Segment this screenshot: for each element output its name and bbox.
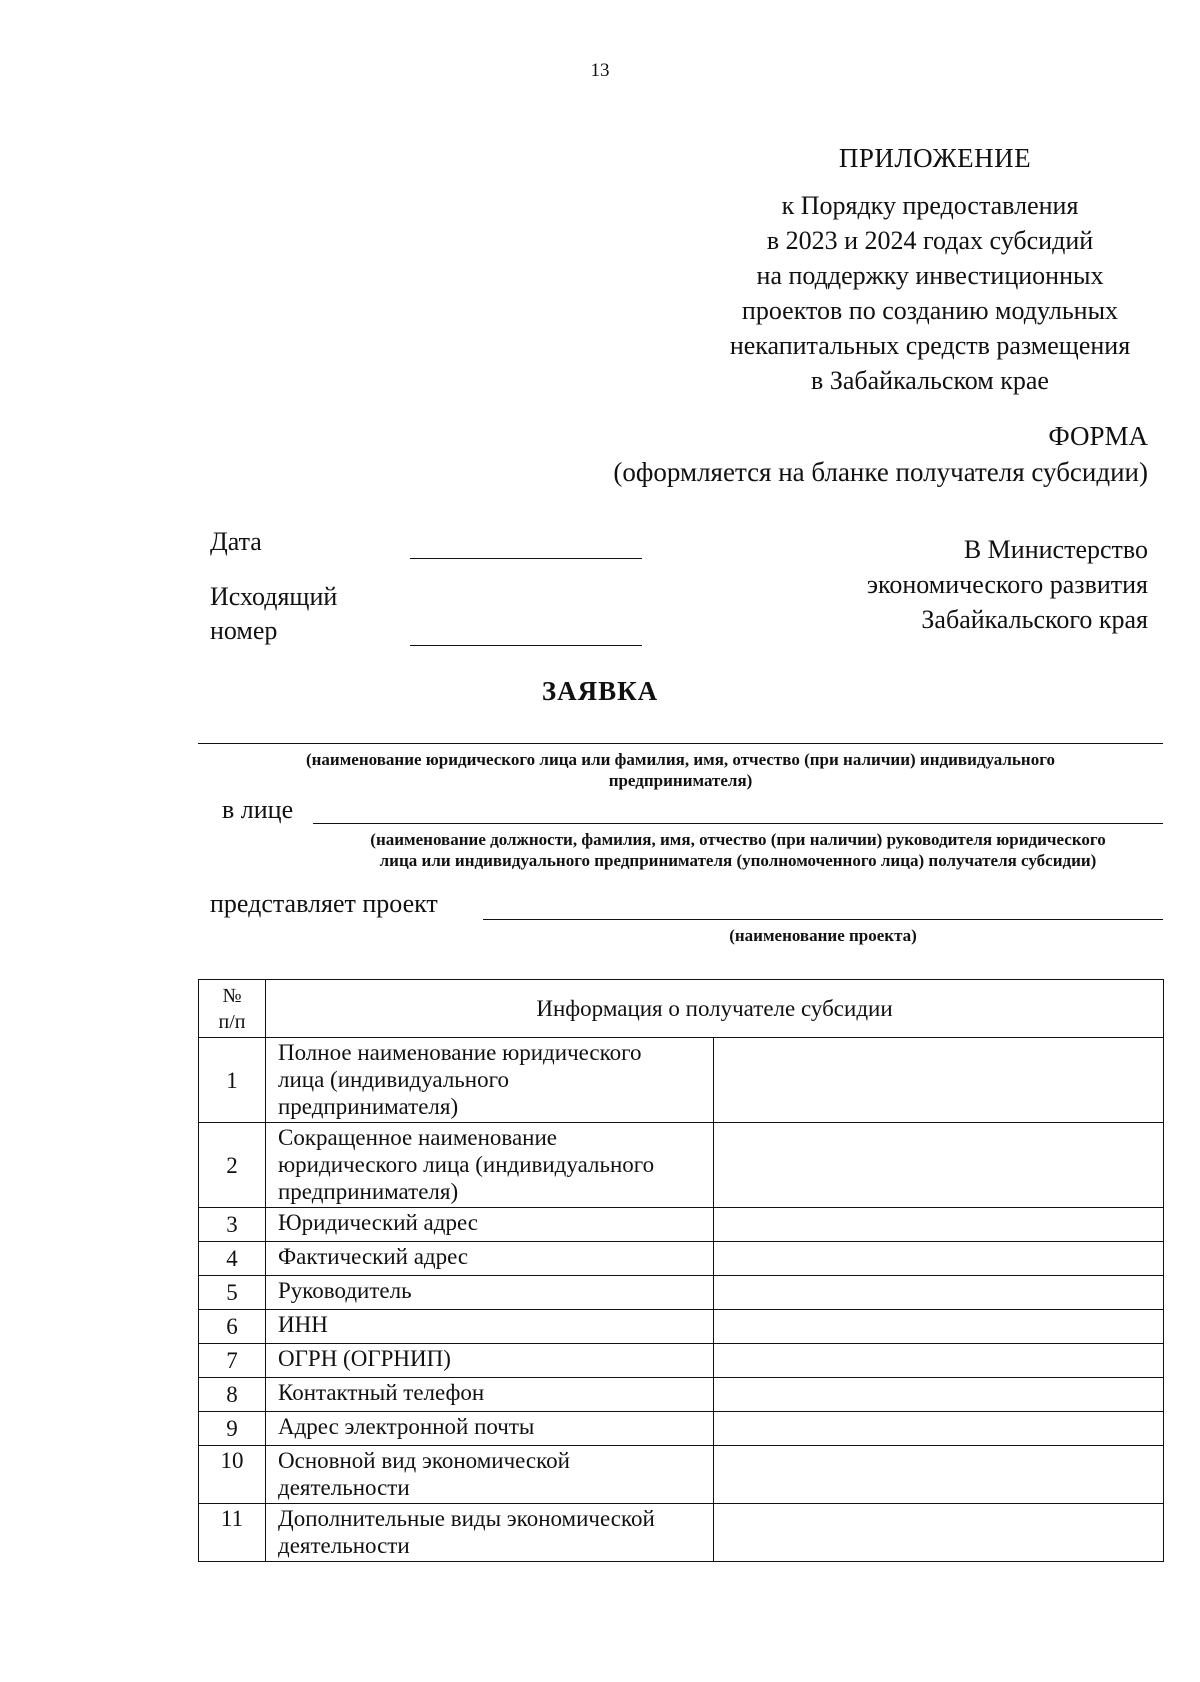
recipient-info-table — [198, 979, 1164, 1562]
form-header — [613, 418, 1148, 490]
table-row — [199, 1504, 1164, 1562]
row-number: 5 — [199, 1276, 266, 1310]
row-label: ОГРН (ОГРНИП) — [266, 1344, 714, 1378]
num-header: № п/п — [199, 980, 266, 1038]
row-label: Юридический адрес — [266, 1208, 714, 1242]
project-field[interactable] — [483, 919, 1163, 920]
row-label: Фактический адрес — [266, 1242, 714, 1276]
project-caption: (наименование проекта) — [729, 926, 917, 945]
row-number: 3 — [199, 1208, 266, 1242]
addressee: В Министерство экономического развития Забайкальского края — [866, 535, 1148, 634]
table-row — [199, 1208, 1164, 1242]
appendix-line: в Забайкальском крае — [811, 366, 1049, 395]
row-number: 1 — [199, 1038, 266, 1123]
appendix-text — [660, 188, 1200, 398]
row-label: Полное наименование юридического лица (индивидуального предпринимателя) — [266, 1038, 714, 1123]
table-header-row — [199, 980, 1164, 1038]
row-number: 4 — [199, 1242, 266, 1276]
row-label: Дополнительные виды экономической деятельности — [266, 1504, 714, 1562]
row-value-cell[interactable] — [714, 1412, 1164, 1446]
page-number: 13 — [590, 60, 610, 81]
appendix-line: на поддержку инвестиционных — [756, 261, 1104, 290]
person-caption: (наименование должности, фамилия, имя, отчество (при наличии) руководителя юридического лица или индивидуального предпринимателя (уполномоченного лица) получателя субсидии) — [370, 830, 1106, 870]
row-value-cell[interactable] — [714, 1276, 1164, 1310]
table-row — [199, 1378, 1164, 1412]
table-row — [199, 1242, 1164, 1276]
organization-caption: (наименование юридического лица или фамилия, имя, отчество (при наличии) индивидуального предпринимателя) — [305, 750, 1056, 790]
table-row — [199, 1038, 1164, 1123]
row-number: 10 — [199, 1446, 266, 1504]
form-note: (оформляется на бланке получателя субсидии) — [613, 457, 1148, 487]
appendix-line: к Порядку предоставления — [781, 191, 1079, 220]
row-label: Руководитель — [266, 1276, 714, 1310]
table-row — [199, 1276, 1164, 1310]
application-title: ЗАЯВКА — [541, 676, 659, 706]
row-label: Основной вид экономической деятельности — [266, 1446, 714, 1504]
date-label: Дата — [210, 527, 262, 556]
row-value-cell[interactable] — [714, 1123, 1164, 1208]
row-value-cell[interactable] — [714, 1242, 1164, 1276]
row-value-cell[interactable] — [714, 1344, 1164, 1378]
row-label: Сокращенное наименование юридического лица (индивидуального предпринимателя) — [266, 1123, 714, 1208]
row-value-cell[interactable] — [714, 1310, 1164, 1344]
appendix-title: ПРИЛОЖЕНИЕ — [838, 143, 1032, 173]
row-number: 11 — [199, 1504, 266, 1562]
row-label: Контактный телефон — [266, 1378, 714, 1412]
person-label: в лице — [222, 795, 294, 824]
row-number: 8 — [199, 1378, 266, 1412]
row-label: Адрес электронной почты — [266, 1412, 714, 1446]
form-label: ФОРМА — [1048, 421, 1148, 451]
info-header: Информация о получателе субсидии — [266, 980, 1164, 1038]
row-number: 6 — [199, 1310, 266, 1344]
row-value-cell[interactable] — [714, 1038, 1164, 1123]
row-number: 2 — [199, 1123, 266, 1208]
table-row — [199, 1123, 1164, 1208]
date-field[interactable] — [410, 558, 642, 559]
project-label: представляет проект — [210, 889, 438, 918]
row-value-cell[interactable] — [714, 1504, 1164, 1562]
organization-name-field[interactable] — [198, 743, 1163, 744]
appendix-line: некапитальных средств размещения — [729, 331, 1131, 360]
appendix-line: проектов по созданию модульных — [741, 296, 1119, 325]
table-row — [199, 1344, 1164, 1378]
outgoing-number-label: Исходящий номер — [210, 582, 338, 645]
table-row — [199, 1310, 1164, 1344]
person-field[interactable] — [313, 823, 1163, 824]
row-number: 9 — [199, 1412, 266, 1446]
row-value-cell[interactable] — [714, 1446, 1164, 1504]
row-value-cell[interactable] — [714, 1208, 1164, 1242]
appendix-line: в 2023 и 2024 годах субсидий — [766, 226, 1094, 255]
outgoing-number-field[interactable] — [410, 645, 642, 646]
table-row — [199, 1412, 1164, 1446]
row-number: 7 — [199, 1344, 266, 1378]
row-value-cell[interactable] — [714, 1378, 1164, 1412]
row-label: ИНН — [266, 1310, 714, 1344]
table-row — [199, 1446, 1164, 1504]
